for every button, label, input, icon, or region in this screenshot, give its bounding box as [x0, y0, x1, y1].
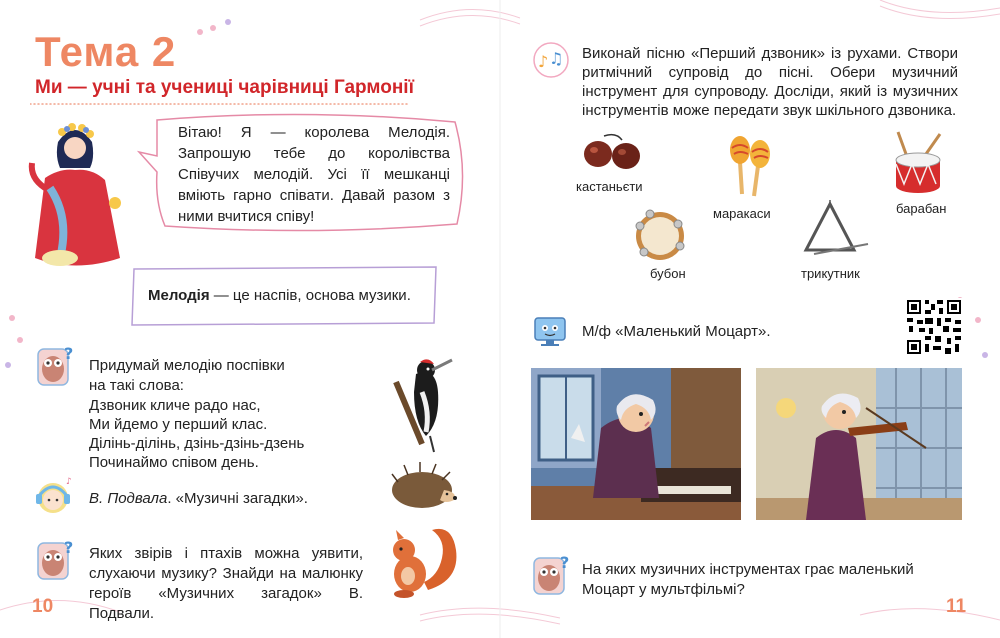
definition-text: — це наспів, основа музики. [209, 287, 411, 304]
poem-line: Починаймо співом день. [89, 454, 259, 471]
task1-line2: на такі слова: [89, 377, 184, 394]
singing-notes-icon [532, 42, 570, 78]
poem-line: Ділінь-ділінь, дзінь-дзінь-дзень [89, 435, 305, 452]
listen-author: В. Подвала [89, 490, 168, 507]
svg-text:♪: ♪ [66, 477, 72, 487]
svg-text:♫: ♫ [549, 49, 564, 68]
svg-text:?: ? [64, 538, 74, 557]
label-maracas: маракаси [713, 206, 771, 221]
poem [89, 396, 349, 472]
label-triangle: трикутник [801, 266, 860, 281]
poem-line: Дзвоник кличе радо нас, [89, 397, 261, 414]
mozart-violin-still [756, 368, 962, 520]
page-number-left: 10 [32, 596, 54, 617]
listening-task [89, 489, 308, 509]
task1-line1: Придумай мелодію поспівки [89, 357, 285, 374]
svg-text:?: ? [560, 553, 570, 572]
cartoon-title: М/ф «Маленький Моцарт». [582, 323, 771, 340]
woodpecker-illustration [392, 352, 458, 454]
queen-greeting-text: Вітаю! Я — королева Мелодія. Запрошую тебе до королівства Співучих мелодій. Усі її мешканці вміють гарно співати. Давай разом з ними вчитися співу! [178, 124, 450, 225]
topic-title: Тема 2 [35, 28, 177, 75]
mozart-piano-still [531, 368, 741, 520]
think-owl-icon [36, 343, 74, 389]
hedgehog-illustration [388, 460, 460, 510]
triangle-illustration [800, 200, 870, 256]
drum-illustration [892, 130, 944, 194]
maracas-illustration [728, 134, 776, 198]
svg-text:?: ? [64, 344, 74, 363]
tv-screen-icon [532, 316, 570, 348]
task2-text: Яких звірів і птахів можна уявити, слухаючи музику? Знайди на малюнку героїв «Музичних загадок» В. Подвали. [89, 545, 363, 622]
listen-title: . «Музичні загадки». [167, 490, 308, 507]
melody-definition [148, 287, 411, 304]
svg-text:♪: ♪ [538, 52, 549, 71]
listening-girl-icon [36, 476, 74, 518]
definition-term: Мелодія [148, 287, 210, 304]
squirrel-illustration [384, 520, 462, 600]
queen-melody-illustration [20, 108, 130, 268]
label-castanets: кастаньєти [576, 179, 643, 194]
title-underline [30, 100, 410, 108]
castanets-illustration [580, 132, 646, 174]
think-owl-icon [532, 552, 570, 598]
label-drum: барабан [896, 201, 947, 216]
page-number-right: 11 [946, 596, 967, 617]
topic-subtitle: Ми — учні та учениці чарівниці Гармонії [35, 77, 414, 98]
label-tambourine: бубон [650, 266, 686, 281]
qr-code[interactable] [905, 298, 963, 356]
tambourine-illustration [630, 208, 688, 264]
question-text: На яких музичних інструментах грає маленький Моцарт у мультфільмі? [582, 561, 914, 598]
think-owl-icon [36, 537, 74, 583]
sing-task-text: Виконай пісню «Перший дзвоник» із рухами. Створи ритмічний супровід до пісні. Обери музичний інструмент для супроводу. Досліди, який із музичних інструментів може передати звук шкільного дзвоника. [582, 45, 958, 119]
poem-line: Ми йдемо у перший клас. [89, 416, 268, 433]
